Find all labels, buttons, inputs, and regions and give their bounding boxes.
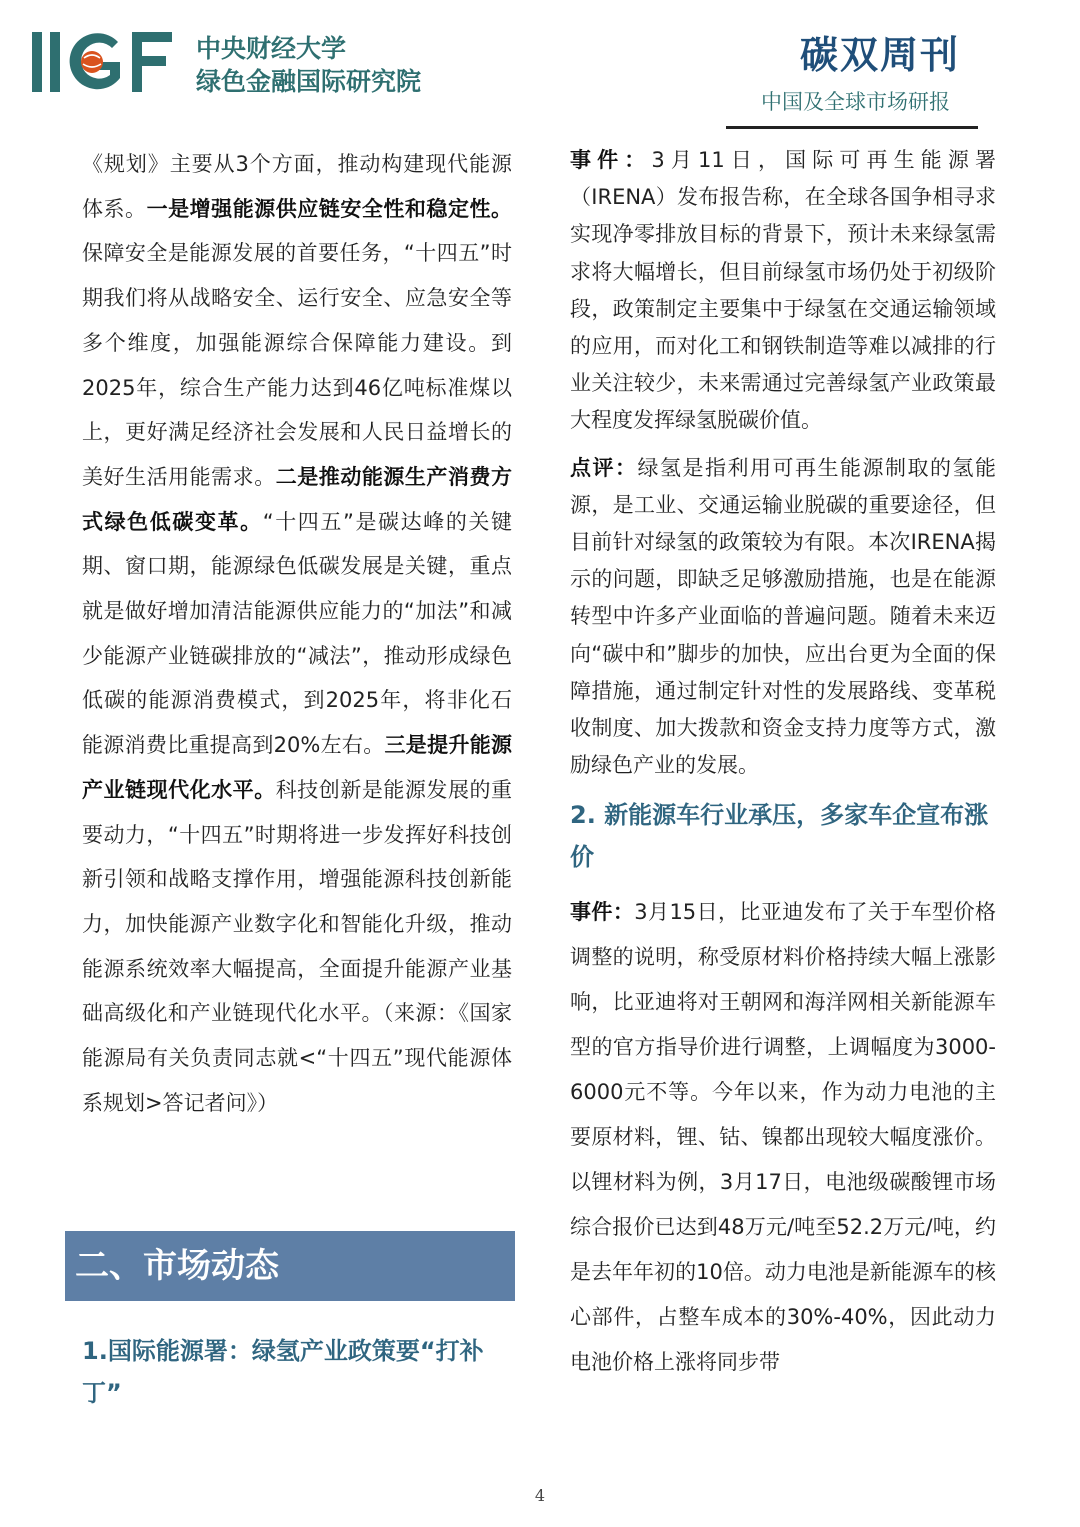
section-heading-bar: 二、市场动态 [65, 1231, 515, 1301]
item-1-heading: 1.国际能源署：绿氢产业政策要“打补丁” [82, 1337, 484, 1407]
page-header [0, 0, 1080, 130]
paragraph-text: 3月15日，比亚迪发布了关于车型价格调整的说明，称受原材料价格持续大幅上涨影响，比亚迪将对王朝网和海洋网相关新能源车型的官方指导价进行调整，上调幅度为3000-6000元不等。今年以来，作为动力电池的主要原材料，锂、钴、镍都出现较大幅度涨价。以锂材料为例，3月17日，电池级碳酸锂市场综合报价已达到48万元/吨至52.2万元/吨，约是去年年初的10倍。动力电池是新能源车的核心部件，占整车成本的30%-40%，因此动力电池价格上涨将同步带 [570, 900, 996, 1375]
institute-name-line2: 绿色金融国际研究院 [196, 67, 422, 96]
header-divider [726, 126, 978, 129]
comment-label: 点评： [570, 455, 638, 480]
event-1-paragraph [570, 142, 996, 440]
paragraph-text: “十四五”是碳达峰的关键期、窗口期，能源绿色低碳发展是关键，重点就是做好增加清洁能源供应能力的“加法”和减少能源产业链碳排放的“减法”，推动形成绿色低碳的能源消费模式，到2025年，将非化石能源消费比重提高到20%左右。 [82, 509, 512, 758]
bold-point-3: 三是提升能源产业链现代化水平。 [82, 733, 512, 802]
event-label: 事件： [570, 148, 652, 172]
event-2-paragraph [570, 890, 996, 1385]
iigf-logo [30, 28, 180, 96]
paragraph-text: 3月11日，国际可再生能源署（IRENA）发布报告称，在全球各国争相寻求实现净零排放目标的背景下，预计未来绿氢需求将大幅增长，但目前绿氢市场仍处于初级阶段，政策制定主要集中于绿氢在交通运输领域的应用，而对化工和钢铁制造等难以减排的行业关注较少，未来需通过完善绿氢产业政策最大程度发挥绿氢脱碳价值。 [570, 148, 996, 433]
publication-title: 碳双周刊 [799, 33, 960, 77]
left-column [82, 142, 512, 1125]
item-2-heading: 2. 新能源车行业承压，多家车企宣布涨价 [570, 801, 989, 872]
event-label: 事件： [570, 900, 635, 925]
comment-1-paragraph [570, 450, 996, 785]
right-column [570, 142, 996, 1395]
paragraph-text: 保障安全是能源发展的首要任务，“十四五”时期我们将从战略安全、运行安全、应急安全等多个维度，加强能源综合保障能力建设。到2025年，综合生产能力达到46亿吨标准煤以上，更好满足经济社会发展和人民日益增长的美好生活用能需求。 [82, 241, 512, 489]
paragraph-text: 科技创新是能源发展的重要动力，“十四五”时期将进一步发挥好科技创新引领和战略支撑作用，增强能源科技创新能力，加快能源产业数字化和智能化升级，推动能源系统效率大幅提高，全面提升能源产业基础高级化和产业链现代化水平。（来源：《国家能源局有关负责同志就<“十四五”现代能源体系规划>答记者问》） [82, 777, 513, 1115]
bold-point-2: 二是推动能源生产消费方式绿色低碳变革。 [82, 464, 513, 534]
page-number: 4 [534, 1486, 546, 1505]
institute-name-line1: 中央财经大学 [196, 34, 347, 63]
paragraph-text: 《规划》主要从3个方面，推动构建现代能源体系。 [82, 152, 512, 221]
paragraph-text: 绿氢是指利用可再生能源制取的氢能源，是工业、交通运输业脱碳的重要途径，但目前针对绿氢的政策较为有限。本次IRENA揭示的问题，即缺乏足够激励措施，也是在能源转型中许多产业面临的普遍问题。随着未来迈向“碳中和”脚步的加快，应出台更为全面的保障措施，通过制定针对性的发展路线、变革税收制度、加大拨款和资金支持力度等方式，激励绿色产业的发展。 [570, 455, 996, 778]
publication-subtitle: 中国及全球市场研报 [761, 90, 950, 114]
bold-point-1: 一是增强能源供应链安全性和稳定性。 [146, 196, 513, 221]
plan-summary-paragraph [82, 142, 512, 1125]
institute-name [196, 32, 421, 98]
